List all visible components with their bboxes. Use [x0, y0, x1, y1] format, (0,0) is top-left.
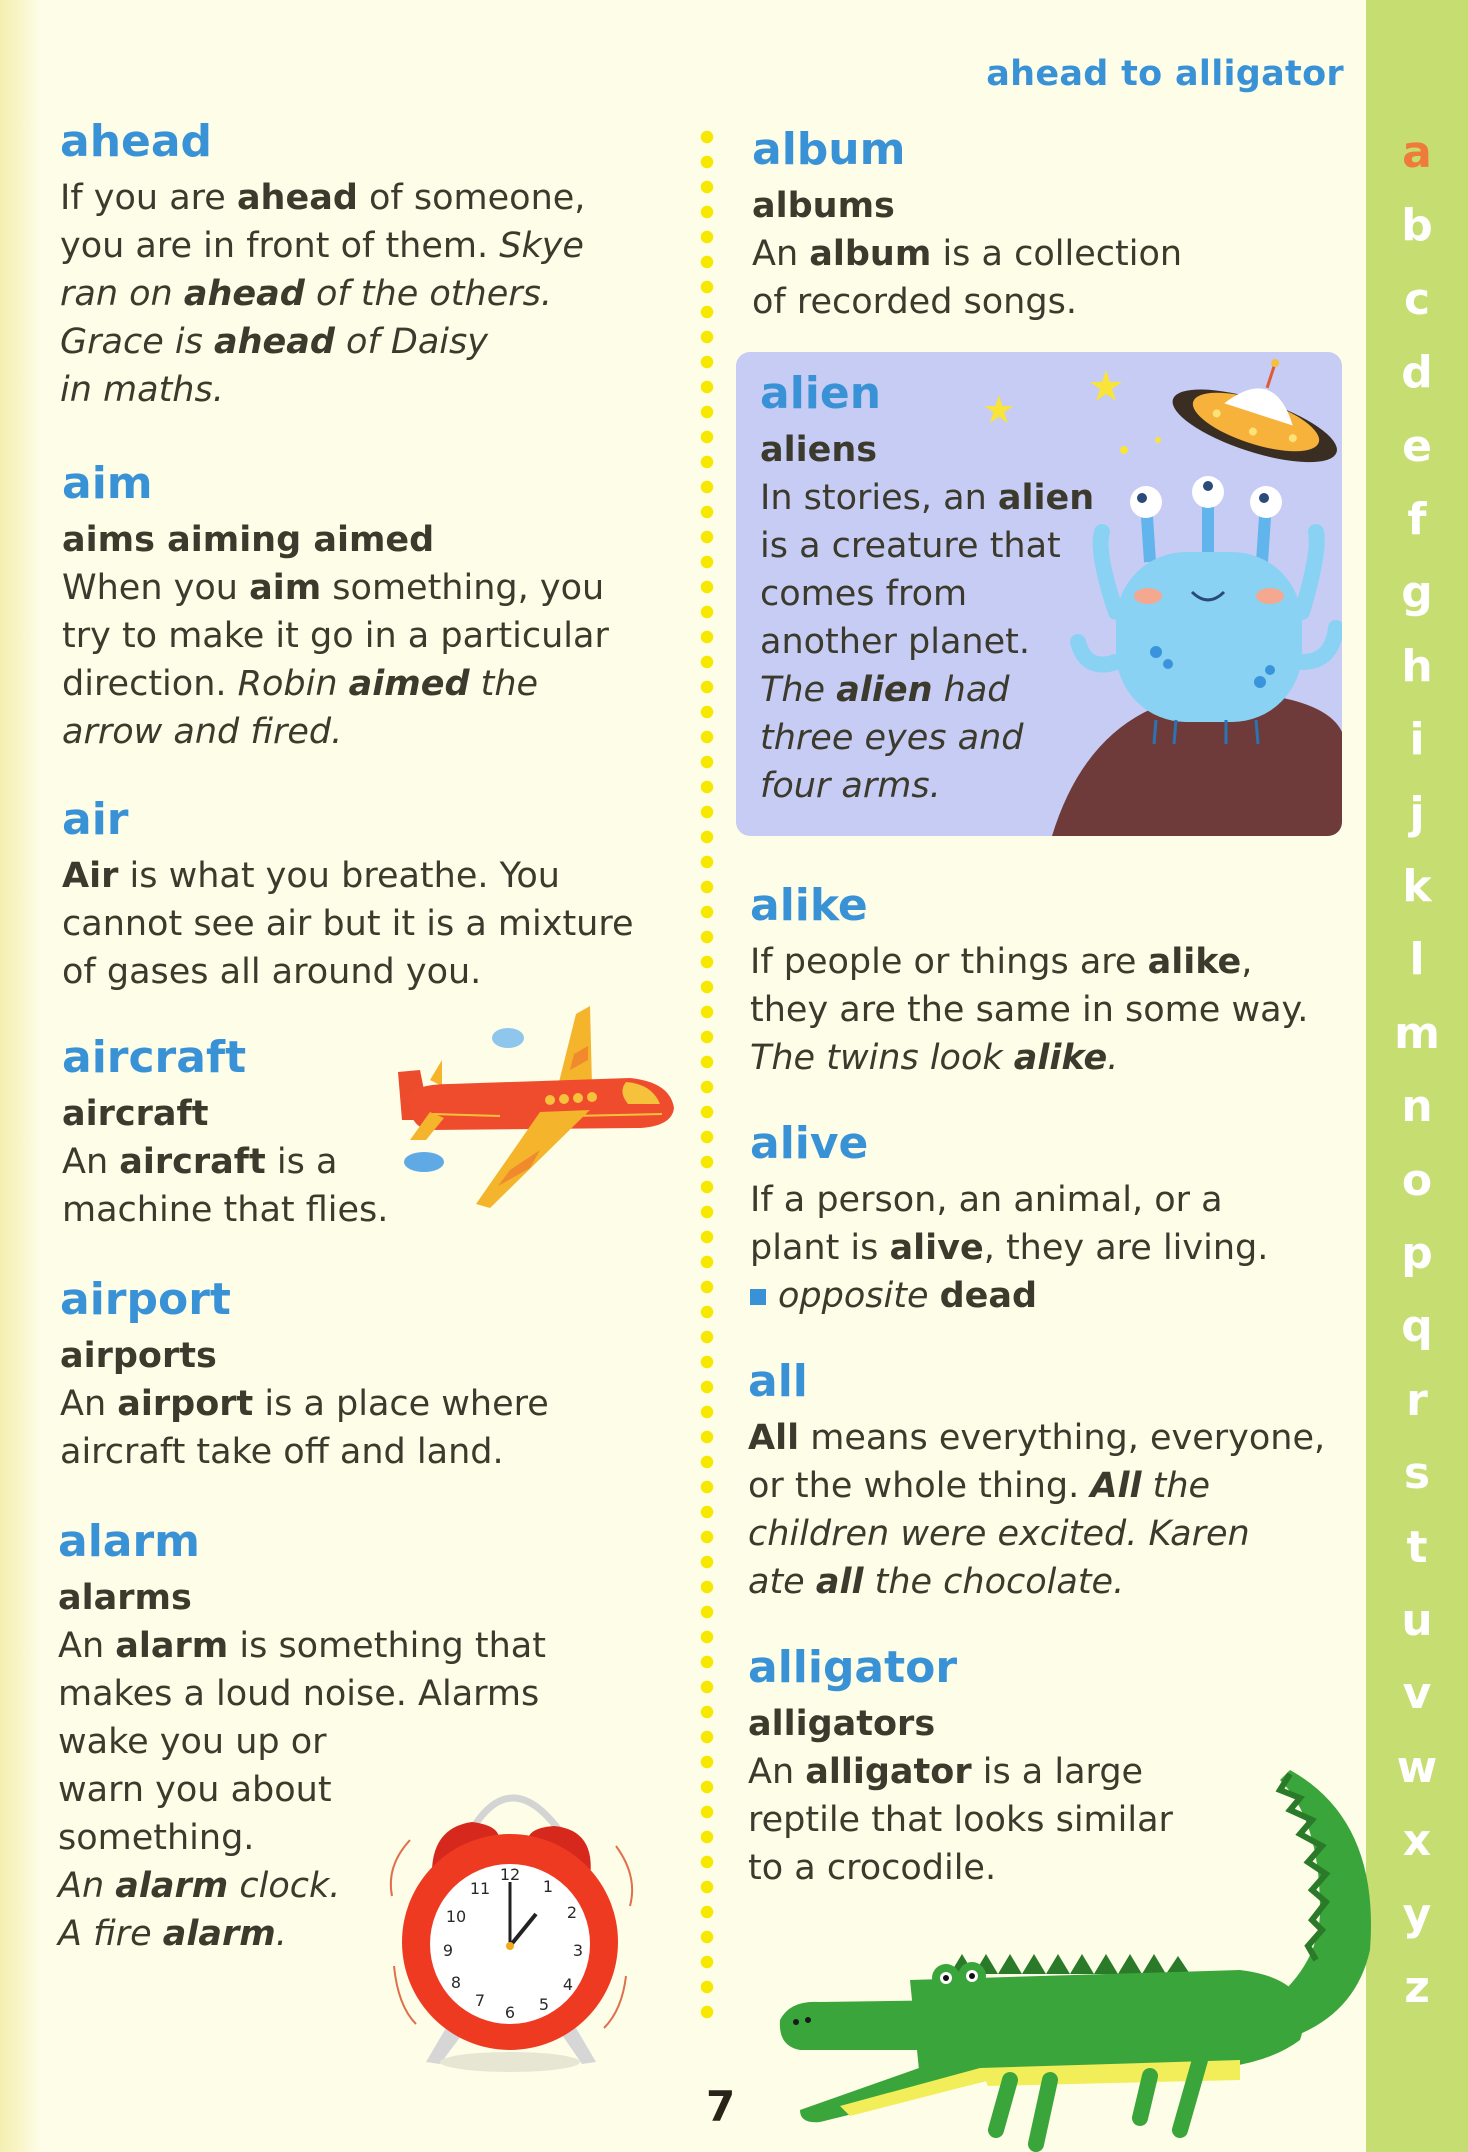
tab-letter-x[interactable]: x: [1402, 1815, 1432, 1867]
svg-text:4: 4: [562, 1975, 574, 1994]
tab-letter-r[interactable]: r: [1406, 1374, 1428, 1426]
word-forms: alligators: [748, 1704, 936, 1744]
tab-letter-d[interactable]: d: [1401, 347, 1433, 399]
entry-all: [748, 1354, 1348, 1606]
headword: airport: [60, 1274, 231, 1325]
word-forms: albums: [752, 186, 895, 226]
headword: aim: [62, 458, 153, 509]
definition: An album is a collection of recorded songs.: [752, 234, 1183, 322]
svg-text:6: 6: [504, 2003, 516, 2022]
headword: album: [752, 124, 906, 175]
tab-letter-i[interactable]: i: [1409, 714, 1425, 766]
word-forms: aims aiming aimed: [62, 520, 435, 560]
tab-letter-v[interactable]: v: [1402, 1668, 1432, 1720]
definition: An alarm is something that makes a loud noise. Alarms wake you up or warn you about something. An alarm clock. A fire alarm.: [58, 1626, 546, 1954]
svg-text:5: 5: [538, 1995, 550, 2014]
word-forms: aircraft: [62, 1094, 209, 1134]
tab-letter-s[interactable]: s: [1403, 1448, 1431, 1500]
svg-text:1: 1: [542, 1877, 554, 1896]
svg-text:10: 10: [445, 1907, 467, 1926]
headword: alive: [750, 1118, 869, 1169]
definition: An airport is a place where aircraft take off and land.: [60, 1384, 549, 1472]
headword: all: [748, 1356, 808, 1407]
tab-letter-u[interactable]: u: [1401, 1595, 1433, 1646]
square-bullet-icon: [750, 1289, 766, 1305]
tab-letter-g[interactable]: g: [1401, 567, 1433, 619]
svg-text:7: 7: [474, 1991, 486, 2010]
page-number: 7: [706, 2082, 736, 2131]
alarm-clock-illustration: [376, 1766, 646, 2076]
definition: When you aim something, you try to make it go in a particular direction. Robin aimed the arrow and fired.: [62, 568, 609, 752]
tab-letter-n[interactable]: n: [1401, 1081, 1433, 1133]
definition: An alligator is a large reptile that looks similar to a crocodile.: [748, 1752, 1173, 1888]
word-forms: aliens: [760, 430, 878, 470]
definition: If you are ahead of someone, you are in front of them. Skye ran on ahead of the others. Grace is ahead of Daisy in maths.: [60, 178, 586, 410]
page-gutter-shade: [0, 0, 40, 2152]
headword: aircraft: [62, 1032, 247, 1083]
definition: In stories, an alien is a creature that comes from another planet. The alien had three eyes and four arms.: [760, 478, 1095, 806]
definition: If people or things are alike, they are the same in some way. The twins look alike.: [750, 942, 1309, 1078]
definition: If a person, an animal, or a plant is alive, they are living.: [750, 1180, 1269, 1268]
word-forms: alarms: [58, 1578, 192, 1618]
word-forms: airports: [60, 1336, 217, 1376]
tab-letter-e[interactable]: e: [1402, 420, 1432, 472]
entry-air: [62, 792, 682, 996]
entry-ahead: [60, 114, 680, 414]
headword: alike: [750, 880, 868, 931]
entry-airport: [60, 1272, 680, 1476]
alligator-illustration: [760, 1750, 1400, 2150]
column-divider-dots: [700, 130, 714, 2030]
opposite-line: [750, 1272, 1350, 1320]
tab-letter-k[interactable]: k: [1402, 861, 1432, 912]
tab-letter-z[interactable]: z: [1404, 1962, 1430, 2013]
definition: Air is what you breathe. You cannot see air but it is a mixture of gases all around you.: [62, 856, 634, 992]
tab-letter-p[interactable]: p: [1401, 1228, 1433, 1279]
svg-text:2: 2: [566, 1903, 578, 1922]
entry-album: [752, 122, 1332, 326]
svg-text:3: 3: [572, 1941, 584, 1960]
opposite-word: dead: [939, 1276, 1038, 1316]
tab-letter-c[interactable]: c: [1403, 273, 1431, 325]
svg-text:8: 8: [450, 1973, 462, 1992]
alien-ufo-illustration: [736, 352, 1342, 836]
svg-text:12: 12: [499, 1865, 521, 1884]
tab-letter-f[interactable]: f: [1407, 494, 1427, 545]
svg-text:11: 11: [469, 1879, 491, 1898]
headword: alien: [760, 368, 882, 419]
headword: alarm: [58, 1516, 201, 1567]
tab-letter-b[interactable]: b: [1401, 200, 1433, 252]
running-header: ahead to alligator: [986, 54, 1344, 94]
entry-alive: [750, 1116, 1350, 1320]
tab-letter-a[interactable]: a: [1402, 127, 1432, 178]
tab-letter-y[interactable]: y: [1402, 1888, 1432, 1940]
tab-letter-m[interactable]: m: [1394, 1007, 1440, 1059]
svg-text:9: 9: [442, 1941, 454, 1960]
alien-feature-box: [736, 352, 1342, 836]
entry-alike: [750, 878, 1350, 1082]
tab-letter-h[interactable]: h: [1401, 640, 1433, 692]
tab-letter-q[interactable]: q: [1401, 1301, 1433, 1353]
definition: All means everything, everyone, or the whole thing. All the children were excited. Karen ate all the chocolate.: [748, 1418, 1326, 1602]
tab-letter-w[interactable]: w: [1396, 1741, 1438, 1793]
tab-letter-j[interactable]: j: [1409, 787, 1425, 839]
opposite-label: opposite: [778, 1276, 929, 1316]
headword: air: [62, 794, 129, 845]
entry-aim: [62, 456, 682, 756]
headword: alligator: [748, 1642, 958, 1693]
airplane-illustration: [390, 1000, 680, 1210]
definition: An aircraft is a machine that flies.: [62, 1142, 389, 1230]
tab-letter-l[interactable]: l: [1409, 934, 1425, 986]
tab-letter-t[interactable]: t: [1406, 1521, 1428, 1573]
headword: ahead: [60, 116, 213, 167]
tab-letter-o[interactable]: o: [1401, 1154, 1433, 1206]
